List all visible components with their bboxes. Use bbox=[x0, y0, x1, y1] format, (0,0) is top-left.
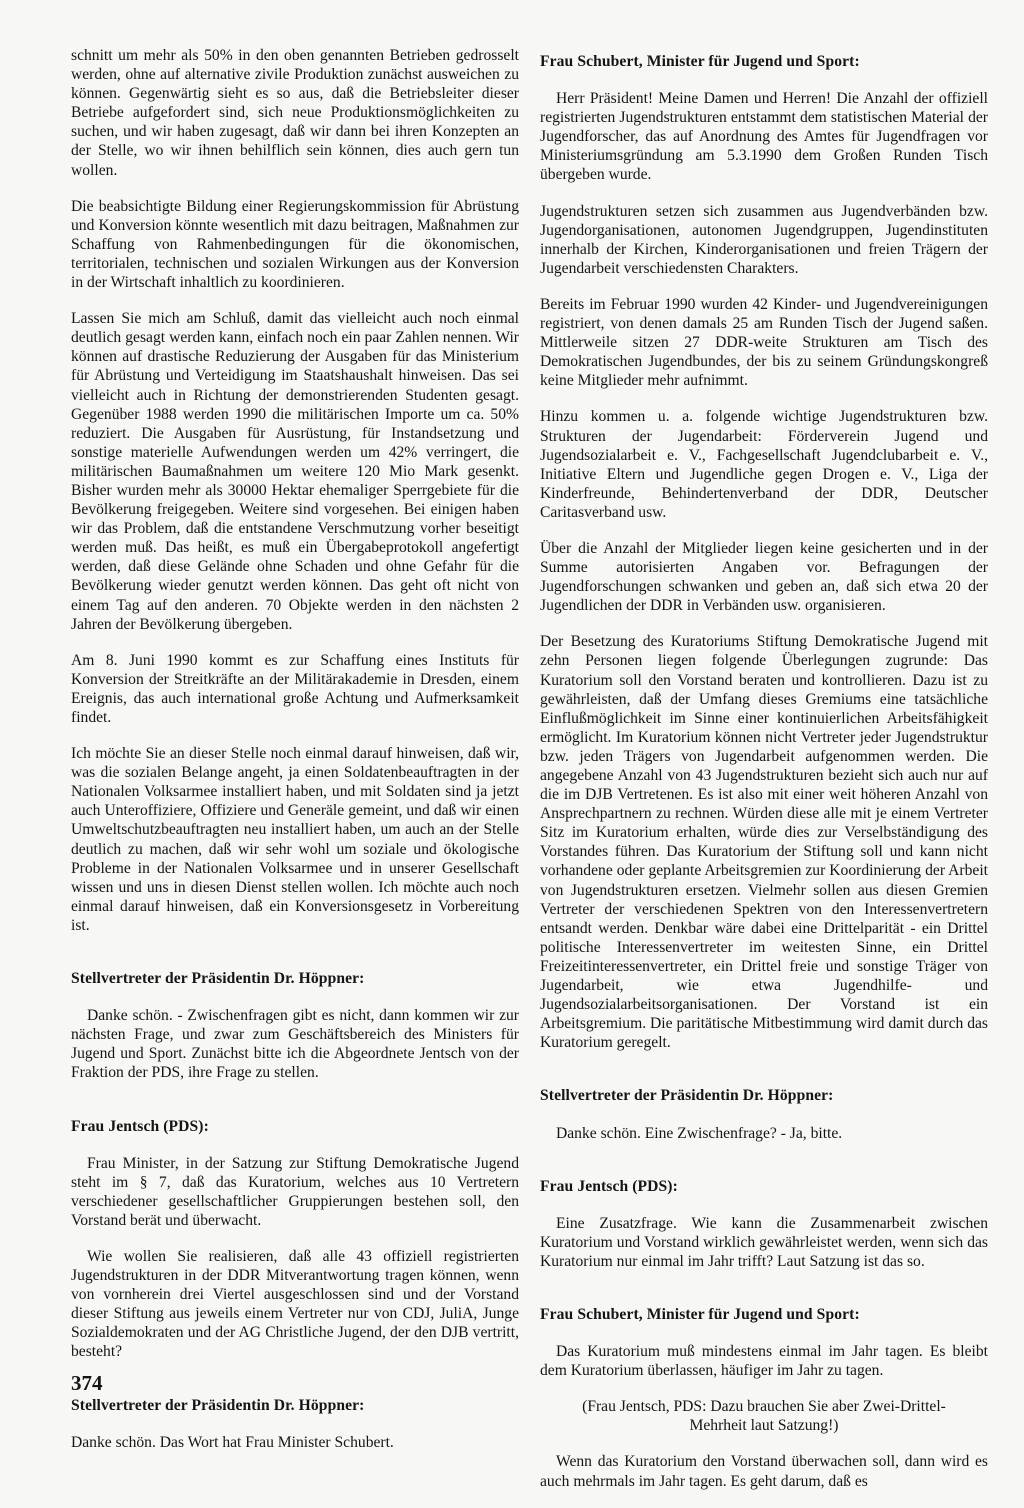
speaker-heading: Stellvertreter der Präsidentin Dr. Höppner: bbox=[71, 1396, 365, 1414]
right-column bbox=[540, 46, 988, 1508]
interjection: (Frau Jentsch, PDS: Dazu brauchen Sie aber Zwei-Drittel-Mehrheit laut Satzung!) bbox=[582, 1398, 946, 1435]
paragraph: Jugendstrukturen setzen sich zusammen aus Jugendverbänden bzw. Jugendorganisationen, autonomen Jugendgruppen, Jugendinstituten innerhalb der Kirchen, Kinderorganisationen und freien Trägern der Jugendarbeit verschiedensten Charakters. bbox=[540, 202, 988, 277]
paragraph: Frau Minister, in der Satzung zur Stiftung Demokratische Jugend steht im § 7, daß das Kuratorium, welches aus 10 Vertretern verschiedener gesellschaftlicher Gruppierungen bestehen soll, den Vorstand berät und überwacht. bbox=[71, 1154, 519, 1229]
speaker-heading: Stellvertreter der Präsidentin Dr. Höppner: bbox=[540, 1087, 834, 1105]
paragraph: Der Besetzung des Kuratoriums Stiftung Demokratische Jugend mit zehn Personen liegen folgende Überlegungen zugrunde: Das Kuratorium soll den Vorstand beraten und kontrollieren. Dazu ist zu gewährleisten, daß der Umfang dieses Gremiums eine tatsächliche Einflußmöglichkeit im Sinne einer kontinuierlichen Arbeitsfähigkeit ermöglicht. Im Kuratorium können nicht Vertreter jeder Jugendstruktur bzw. jeden Trägers von Jugendarbeit aufgenommen werden. Die angegebene Anzahl von 43 Jugendstrukturen bezieht sich auch nur auf die im DJB Vertretenen. Es ist also mit einer weit höheren Anzahl von Ansprechpartnern zu rechnen. Würden diese alle mit je einem Vertreter Sitz im Kuratorium erhalten, würde dies zur Verselbständigung des Vorstandes führen. Das Kuratorium der Stiftung soll und kann nicht vorhandene oder geplante Arbeitsgremien zur Koordinierung der Arbeit von Jugendstrukturen ersetzen. Vielmehr sollen aus diesen Gremien Vertreter der verschiedenen Spektren von den Interessenvertretern entsandt werden. Denkbar wäre dabei eine Drittelparität - ein Drittel politische Interessenvertreter im weitesten Sinne, ein Drittel Freizeitinteressenvertreter, ein Drittel freie und sonstige Träger von Jugendarbeit, wie etwa Jugendhilfe- und Jugendsozialarbeitsorganisationen. Der Vorstand ist ein Arbeitsgremium. Die paritätische Mitbestimmung wird damit durch das Kuratorium geregelt. bbox=[540, 633, 988, 1052]
speaker-heading: Frau Jentsch (PDS): bbox=[540, 1177, 678, 1195]
paragraph: schnitt um mehr als 50% in den oben genannten Betrieben gedrosselt werden, ohne auf alternative zivile Produktion zunächst ausweichen zu können. Gegenwärtig sieht es so aus, daß die Betriebsleiter dieser Betriebe aufgefordert sind, sich neue Produktionsmöglichkeiten zu suchen, und wir haben zugesagt, daß wir dann bei ihren Konzepten an der Stelle, wo wir ihnen behilflich sein können, dies auch gern tun wollen. bbox=[71, 47, 519, 179]
paragraph: Danke schön. - Zwischenfragen gibt es nicht, dann kommen wir zur nächsten Frage, und zwar zum Geschäftsbereich des Ministers für Jugend und Sport. Zunächst bitte ich die Abgeordnete Jentsch von der Fraktion der PDS, ihre Frage zu stellen. bbox=[71, 1007, 519, 1082]
paragraph: Am 8. Juni 1990 kommt es zur Schaffung eines Instituts für Konversion der Streitkräfte an der Militärakademie in Dresden, einem Ereignis, das auch international große Achtung und Aufmerksamkeit findet. bbox=[71, 651, 519, 726]
paragraph: Das Kuratorium muß mindestens einmal im Jahr tagen. Es bleibt dem Kuratorium überlassen, häufiger im Jahr zu tagen. bbox=[540, 1343, 988, 1380]
speaker-heading: Frau Schubert, Minister für Jugend und Sport: bbox=[540, 1305, 860, 1323]
paragraph: Hinzu kommen u. a. folgende wichtige Jugendstrukturen bzw. Strukturen der Jugendarbeit: Förderverein Jugend und Jugendsozialarbeit e. V., Fachgesellschaft Jugendclubarbeit e. V., Initiative Eltern und Jugendliche gegen Drogen e. V., Liga der Kinderfreunde, Behindertenverband der DDR, Deutscher Caritasverband usw. bbox=[540, 408, 988, 521]
paragraph: Danke schön. Eine Zwischenfrage? - Ja, bitte. bbox=[556, 1124, 843, 1142]
page-number: 374 bbox=[71, 1371, 103, 1395]
paragraph: Wenn das Kuratorium den Vorstand überwachen soll, dann wird es auch mehrmals im Jahr tagen. Es geht darum, daß es bbox=[540, 1453, 988, 1490]
left-column bbox=[71, 46, 519, 1469]
paragraph: Lassen Sie mich am Schluß, damit das vielleicht auch noch einmal deutlich gesagt werden kann, einfach noch ein paar Zahlen nennen. Wir können auf drastische Reduzierung der Ausgaben für das Ministerium für Abrüstung und Verteidigung im Staatshaushalt hinweisen. Das sei vielleicht auch in Richtung der demonstrierenden Studenten gesagt. Gegenüber 1988 werden 1990 die militärischen Importe um ca. 50% reduziert. Die Ausgaben für Ausrüstung, für Instandsetzung und sonstige materielle Aufwendungen werden um 42% verringert, die militärischen Baumaßnahmen um weitere 120 Mio Mark gesenkt. Bisher wurden mehr als 30000 Hektar ehemaliger Sperrgebiete für die Bevölkerung freigegeben. Weitere sind vorgesehen. Bei einigen haben wir das Problem, daß die entstandene Verschmutzung vorher beseitigt werden muß. Das heißt, es muß ein Übergabeprotokoll angefertigt werden, daß diese Gelände ohne Schaden und ohne Gefahr für die Bevölkerung wieder genutzt werden können. Das geht oft nicht von einem Tag auf den anderen. 70 Objekte werden in den nächsten 2 Jahren der Bevölkerung übergeben. bbox=[71, 310, 519, 633]
paragraph: Ich möchte Sie an dieser Stelle noch einmal darauf hinweisen, daß wir, was die sozialen Belange angeht, ja einen Soldatenbeauftragten in der Nationalen Volksarmee installiert haben, und mit Soldaten sind ja jetzt auch Unteroffiziere, Offiziere und Generäle gemeint, und daß wir einen Umweltschutzbeauftragten neu installiert haben, um auch an der Stelle deutlich zu machen, daß wir sehr wohl um soziale und ökologische Probleme in der Nationalen Volksarmee und in unserer Gesellschaft wissen und uns in diesen Dienst stellen wollen. Ich möchte auch noch einmal darauf hinweisen, daß ein Konversionsgesetz in Vorbereitung ist. bbox=[71, 745, 519, 934]
paragraph: Eine Zusatzfrage. Wie kann die Zusammenarbeit zwischen Kuratorium und Vorstand wirklich gewährleistet werden, wenn sich das Kuratorium nur einmal im Jahr trifft? Laut Satzung ist das so. bbox=[540, 1214, 988, 1270]
speaker-heading: Frau Jentsch (PDS): bbox=[71, 1117, 209, 1135]
paragraph: Die beabsichtigte Bildung einer Regierungskommission für Abrüstung und Konversion könnte wesentlich mit dazu beitragen, Maßnahmen zur Schaffung von Rahmenbedingungen für die ökonomischen, territorialen, technischen und sozialen Wirkungen aus der Konversion in der Wirtschaft inhaltlich zu koordinieren. bbox=[71, 197, 519, 292]
paragraph: Über die Anzahl der Mitglieder liegen keine gesicherten und in der Summe autorisierten Angaben vor. Befragungen der Jugendforschungen schwanken und geben an, daß sich etwa 20 der Jugendlichen der DDR in Verbänden usw. organisieren. bbox=[540, 539, 988, 615]
paragraph: Bereits im Februar 1990 wurden 42 Kinder- und Jugendvereinigungen registriert, von denen damals 25 am Runden Tisch der Jugend saßen. Mittlerweile sitzen 27 DDR-weite Strukturen am Tisch des Demokratischen Jugendbundes, der bis zu seinem Gründungskongreß keine Mitglieder mehr aufnimmt. bbox=[540, 295, 988, 390]
paragraph: Herr Präsident! Meine Damen und Herren! Die Anzahl der offiziell registrierten Jugendstrukturen entstammt dem statistischen Material der Jugendforscher, das auf Anordnung des Amtes für Jugendfragen vor Ministeriumsgründung am 5.3.1990 dem Großen Runden Tisch übergeben wurde. bbox=[540, 90, 988, 184]
speaker-heading: Stellvertreter der Präsidentin Dr. Höppner: bbox=[71, 970, 365, 988]
speaker-heading: Frau Schubert, Minister für Jugend und Sport: bbox=[540, 53, 860, 70]
paragraph: Danke schön. Das Wort hat Frau Minister Schubert. bbox=[71, 1433, 394, 1451]
paragraph: Wie wollen Sie realisieren, daß alle 43 offiziell registrierten Jugendstrukturen in der DDR Mitverantwortung tragen können, wenn von vornherein drei Viertel ausgeschlossen sind und der Vorstand dieser Stiftung aus jeweils einem Vertreter nur von CDJ, JuliA, Junge Sozialdemokraten und der AG Christliche Jugend, der den DJB vertritt, besteht? bbox=[71, 1247, 519, 1361]
